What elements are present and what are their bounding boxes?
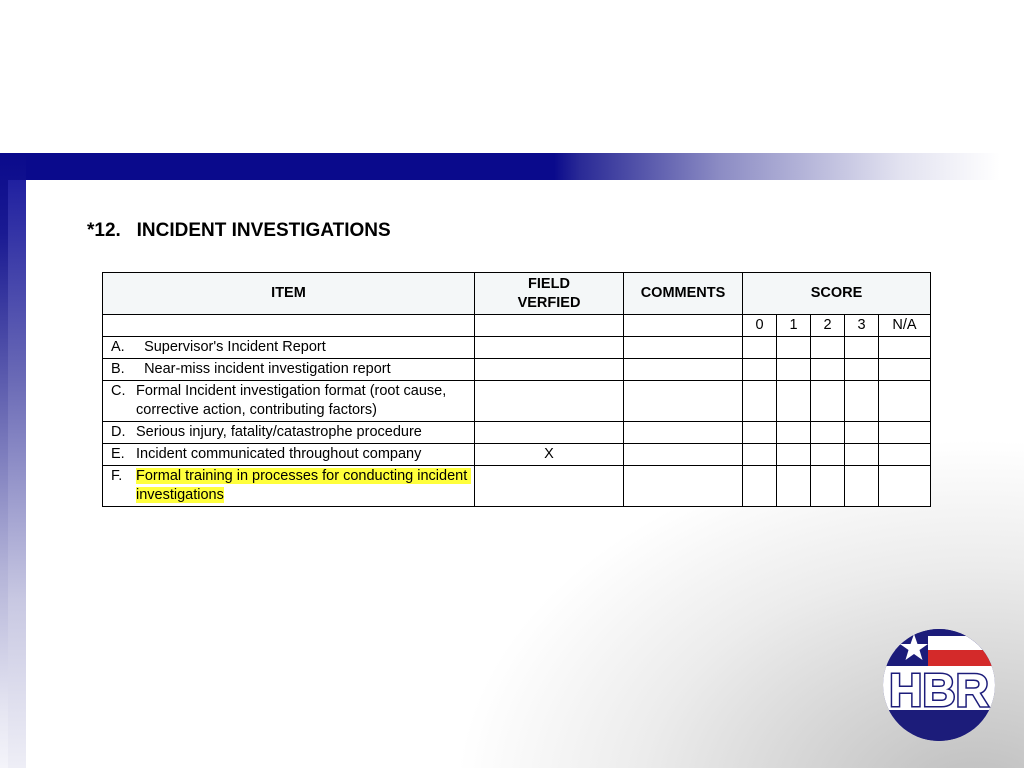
score-cell-na[interactable] (879, 337, 931, 359)
score-cell-na[interactable] (879, 444, 931, 466)
item-letter: F. (111, 468, 123, 484)
score-cell-3[interactable] (845, 381, 879, 422)
score-cell-2[interactable] (811, 444, 845, 466)
item-cell (103, 422, 475, 444)
table-row (103, 422, 931, 444)
score-option-na: N/A (879, 315, 931, 337)
hbr-logo (876, 626, 1002, 744)
comments-cell[interactable] (624, 337, 743, 359)
score-cell-0[interactable] (743, 381, 777, 422)
score-options-field-cell (475, 315, 624, 337)
score-cell-2[interactable] (811, 359, 845, 381)
header-comments: COMMENTS (624, 273, 743, 315)
item-text: Supervisor's Incident Report (136, 339, 326, 355)
score-cell-1[interactable] (777, 337, 811, 359)
field-verified-cell[interactable] (475, 359, 624, 381)
score-cell-1[interactable] (777, 359, 811, 381)
header-field-verified (475, 273, 624, 315)
score-cell-1[interactable] (777, 422, 811, 444)
logo-text: HBR (889, 664, 989, 716)
score-option-1: 1 (777, 315, 811, 337)
score-options-row (103, 315, 931, 337)
field-verified-cell[interactable]: X (475, 444, 624, 466)
score-cell-0[interactable] (743, 337, 777, 359)
score-cell-na[interactable] (879, 381, 931, 422)
score-cell-3[interactable] (845, 337, 879, 359)
title-bar-band (0, 153, 1024, 180)
item-cell (103, 381, 475, 422)
comments-cell[interactable] (624, 444, 743, 466)
header-score: SCORE (743, 273, 931, 315)
score-cell-0[interactable] (743, 422, 777, 444)
field-verified-cell[interactable] (475, 466, 624, 507)
item-text-highlight: Formal training in processes for conducting incident investigations (136, 468, 472, 503)
field-verified-cell[interactable] (475, 422, 624, 444)
table-row (103, 359, 931, 381)
item-letter: C. (111, 383, 126, 399)
item-cell (103, 444, 475, 466)
item-cell (103, 359, 475, 381)
item-letter: E. (111, 446, 125, 462)
score-cell-0[interactable] (743, 444, 777, 466)
score-cell-0[interactable] (743, 359, 777, 381)
score-cell-1[interactable] (777, 444, 811, 466)
score-cell-na[interactable] (879, 422, 931, 444)
table-header-row (103, 273, 931, 315)
score-options-comments-cell (624, 315, 743, 337)
score-cell-2[interactable] (811, 381, 845, 422)
score-cell-3[interactable] (845, 422, 879, 444)
score-cell-3[interactable] (845, 444, 879, 466)
score-options-item-cell (103, 315, 475, 337)
field-verified-cell[interactable] (475, 337, 624, 359)
score-cell-na[interactable] (879, 359, 931, 381)
score-cell-1[interactable] (777, 381, 811, 422)
header-item: ITEM (103, 273, 475, 315)
table-row (103, 381, 931, 422)
item-letter: A. (111, 339, 125, 355)
score-cell-0[interactable] (743, 466, 777, 507)
comments-cell[interactable] (624, 466, 743, 507)
incident-investigation-table (102, 272, 931, 507)
table-row (103, 466, 931, 507)
left-side-band-inner (8, 180, 26, 768)
comments-cell[interactable] (624, 359, 743, 381)
score-option-0: 0 (743, 315, 777, 337)
table-row (103, 444, 931, 466)
score-cell-3[interactable] (845, 359, 879, 381)
header-field-verified-line2: VERFIED (517, 294, 581, 311)
item-cell (103, 337, 475, 359)
item-letter: B. (111, 361, 125, 377)
slide-title: *12. INCIDENT INVESTIGATIONS (87, 220, 391, 241)
item-text: Serious injury, fatality/catastrophe procedure (136, 424, 422, 440)
item-letter: D. (111, 424, 126, 440)
score-cell-2[interactable] (811, 337, 845, 359)
score-option-2: 2 (811, 315, 845, 337)
item-cell (103, 466, 475, 507)
score-option-3: 3 (845, 315, 879, 337)
comments-cell[interactable] (624, 381, 743, 422)
header-field-verified-line1: FIELD (528, 275, 570, 292)
score-cell-3[interactable] (845, 466, 879, 507)
field-verified-cell[interactable] (475, 381, 624, 422)
score-cell-na[interactable] (879, 466, 931, 507)
comments-cell[interactable] (624, 422, 743, 444)
score-cell-2[interactable] (811, 466, 845, 507)
item-text: Near-miss incident investigation report (136, 361, 391, 377)
table-row (103, 337, 931, 359)
score-cell-2[interactable] (811, 422, 845, 444)
item-text: Formal Incident investigation format (root cause, corrective action, contributing factors) (136, 383, 451, 418)
item-text: Incident communicated throughout company (136, 446, 422, 462)
item-text (136, 467, 472, 505)
score-cell-1[interactable] (777, 466, 811, 507)
